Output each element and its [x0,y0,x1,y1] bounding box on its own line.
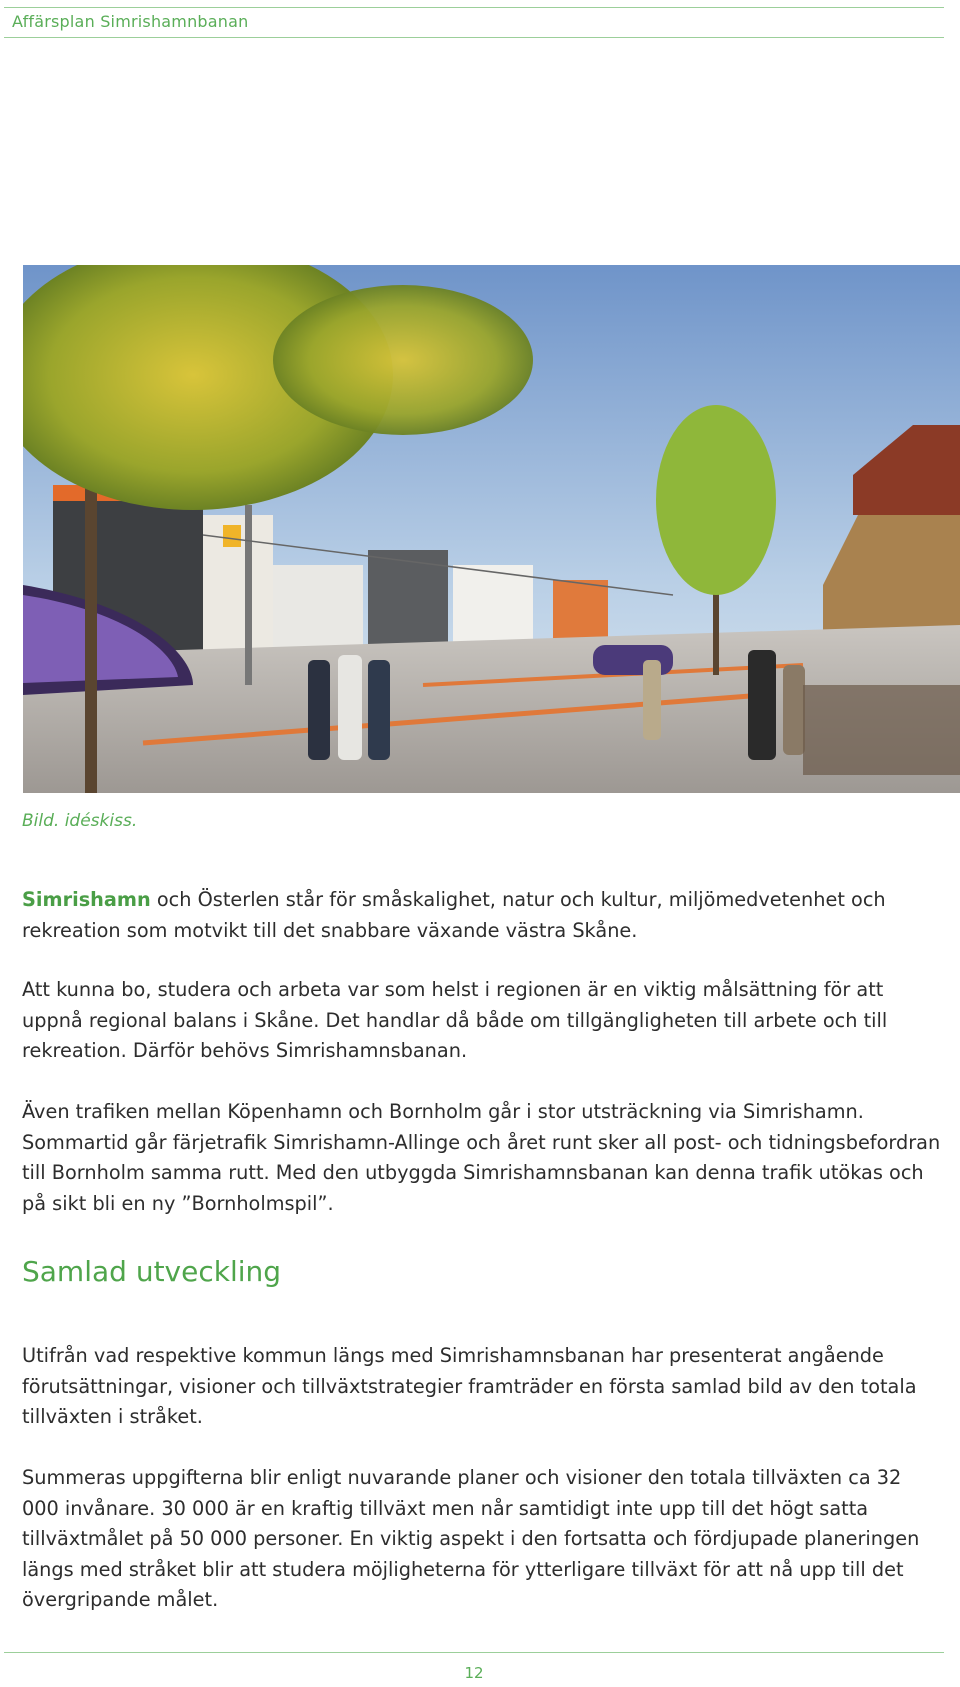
header-rule-bottom [4,37,944,38]
paragraph-intro-text: och Österlen står för småskalighet, natur och kultur, miljömedvetenhet och rekreation som motvikt till det snabbare växande västra Skåne. [22,888,886,942]
paragraph-intro [22,885,942,946]
paragraph-regional-balance: Att kunna bo, studera och arbeta var som helst i regionen är en viktig målsättning för att uppnå regional balans i Skåne. Det handlar då både om tillgängligheten till arbete och till rekreation. Därför behövs Simrishamnsbanan. [22,978,888,1062]
paragraph-bornholm-traffic: Även trafiken mellan Köpenhamn och Bornholm går i stor utsträckning via Simrishamn. Sommartid går färjetrafik Simrishamn-Allinge och året runt sker all post- och tidningsbefordran till Bornholm samma rutt. Med den utbyggda Simrishamnsbanan kan denna trafik utökas och på sikt bli en ny ”Bornholmspil”. [22,1100,941,1215]
paragraph-growth-overview: Utifrån vad respektive kommun längs med Simrishamnsbanan har presenterat angående förutsättningar, visioner och tillväxtstrategier framträder en första samlad bild av den totala tillväxten i stråket. [22,1344,917,1428]
page-number: 12 [464,1664,484,1682]
footer-rule [4,1652,944,1653]
figure-caption: Bild. idéskiss. [22,811,138,831]
paragraph-growth-summary: Summeras uppgifterna blir enligt nuvarande planer och visioner den totala tillväxten ca 32 000 invånare. 30 000 är en kraftig tillväxt men når samtidigt inte upp till det högt satta tillväxtmålet på 50 000 personer. En viktig aspekt i den fortsatta och fördjupade planeringen längs med stråket blir att studera möjligheterna för ytterligare tillväxt för att nå upp till det övergripande målet. [22,1466,920,1611]
station-illustration [23,265,960,793]
header-rule-top [4,7,944,8]
section-heading: Samlad utveckling [22,1255,282,1288]
lead-word: Simrishamn [22,888,151,911]
illustration-drawing [23,265,960,793]
document-header-title: Affärsplan Simrishamnbanan [12,12,249,31]
